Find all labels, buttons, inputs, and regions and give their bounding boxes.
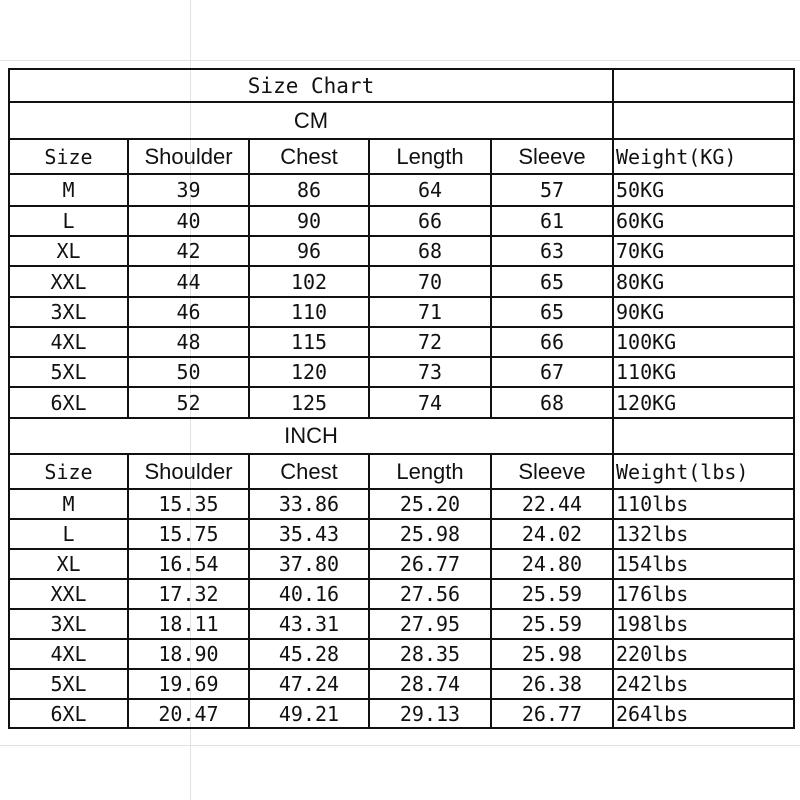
table-cell: 67	[491, 357, 613, 387]
table-cell: 3XL	[9, 297, 128, 327]
table-row	[9, 206, 794, 236]
table-cell: 19.69	[128, 669, 249, 699]
table-cell: 15.35	[128, 489, 249, 519]
table-cell: 16.54	[128, 549, 249, 579]
table-row	[9, 297, 794, 327]
table-cell: 125	[249, 387, 369, 418]
table-cell: XXL	[9, 266, 128, 297]
table-cell: XXL	[9, 579, 128, 609]
table-cell: 96	[249, 236, 369, 266]
table-cell: 242lbs	[613, 669, 794, 699]
gridline	[0, 745, 800, 746]
table-cell: 47.24	[249, 669, 369, 699]
table-cell: M	[9, 174, 128, 206]
table-cell: 49.21	[249, 699, 369, 728]
table-cell: 264lbs	[613, 699, 794, 728]
table-cell: 25.98	[491, 639, 613, 669]
column-header: Weight(lbs)	[613, 454, 794, 489]
table-cell: 44	[128, 266, 249, 297]
column-header: Length	[369, 454, 491, 489]
table-cell: 220lbs	[613, 639, 794, 669]
table-cell: 4XL	[9, 639, 128, 669]
table-cell: 25.59	[491, 609, 613, 639]
table-cell: 46	[128, 297, 249, 327]
table-cell: 39	[128, 174, 249, 206]
table-cell: 176lbs	[613, 579, 794, 609]
table-row	[9, 236, 794, 266]
empty-cell	[613, 102, 794, 139]
table-row	[9, 579, 794, 609]
table-cell: 68	[491, 387, 613, 418]
table-cell: 50	[128, 357, 249, 387]
table-cell: 132lbs	[613, 519, 794, 549]
table-row	[9, 174, 794, 206]
table-cell: 40	[128, 206, 249, 236]
table-cell: 24.02	[491, 519, 613, 549]
header-row	[9, 139, 794, 174]
table-cell: 27.95	[369, 609, 491, 639]
table-cell: 48	[128, 327, 249, 357]
unit-row	[9, 418, 794, 454]
column-header: Chest	[249, 139, 369, 174]
table-cell: 28.35	[369, 639, 491, 669]
table-cell: 73	[369, 357, 491, 387]
table-cell: 5XL	[9, 357, 128, 387]
header-row	[9, 454, 794, 489]
table-cell: M	[9, 489, 128, 519]
table-cell: 74	[369, 387, 491, 418]
column-header: Shoulder	[128, 139, 249, 174]
table-cell: 20.47	[128, 699, 249, 728]
table-cell: 37.80	[249, 549, 369, 579]
table-cell: 70KG	[613, 236, 794, 266]
title-row	[9, 69, 794, 102]
table-cell: 27.56	[369, 579, 491, 609]
table-cell: 86	[249, 174, 369, 206]
table-cell: L	[9, 519, 128, 549]
table-cell: 4XL	[9, 327, 128, 357]
column-header: Sleeve	[491, 139, 613, 174]
table-cell: 42	[128, 236, 249, 266]
table-cell: 100KG	[613, 327, 794, 357]
table-cell: 28.74	[369, 669, 491, 699]
table-cell: 22.44	[491, 489, 613, 519]
table-cell: 6XL	[9, 699, 128, 728]
column-header: Size	[9, 139, 128, 174]
unit-label: CM	[9, 102, 613, 139]
table-cell: 154lbs	[613, 549, 794, 579]
column-header: Weight(KG)	[613, 139, 794, 174]
table-cell: 50KG	[613, 174, 794, 206]
table-cell: 35.43	[249, 519, 369, 549]
column-header: Length	[369, 139, 491, 174]
table-cell: 15.75	[128, 519, 249, 549]
table-cell: 52	[128, 387, 249, 418]
table-cell: 57	[491, 174, 613, 206]
table-cell: 45.28	[249, 639, 369, 669]
table-cell: 90KG	[613, 297, 794, 327]
table-cell: 64	[369, 174, 491, 206]
column-header: Sleeve	[491, 454, 613, 489]
table-row	[9, 699, 794, 728]
table-cell: 5XL	[9, 669, 128, 699]
table-cell: 110KG	[613, 357, 794, 387]
table-cell: 25.98	[369, 519, 491, 549]
table-cell: 115	[249, 327, 369, 357]
gridline	[0, 60, 800, 61]
table-cell: 17.32	[128, 579, 249, 609]
unit-label: INCH	[9, 418, 613, 454]
table-row	[9, 387, 794, 418]
table-cell: 3XL	[9, 609, 128, 639]
table-cell: 60KG	[613, 206, 794, 236]
size-chart-table	[8, 68, 795, 729]
table-row	[9, 266, 794, 297]
table-cell: XL	[9, 549, 128, 579]
table-cell: 72	[369, 327, 491, 357]
unit-row	[9, 102, 794, 139]
table-cell: 65	[491, 266, 613, 297]
table-cell: 33.86	[249, 489, 369, 519]
table-cell: 90	[249, 206, 369, 236]
table-row	[9, 357, 794, 387]
table-cell: 102	[249, 266, 369, 297]
table-cell: XL	[9, 236, 128, 266]
table-cell: 120	[249, 357, 369, 387]
table-cell: 6XL	[9, 387, 128, 418]
table-row	[9, 327, 794, 357]
table-cell: 18.90	[128, 639, 249, 669]
table-cell: 110	[249, 297, 369, 327]
column-header: Size	[9, 454, 128, 489]
table-cell: 29.13	[369, 699, 491, 728]
table-cell: 26.77	[491, 699, 613, 728]
table-cell: 80KG	[613, 266, 794, 297]
table-cell: 18.11	[128, 609, 249, 639]
table-row	[9, 519, 794, 549]
table-cell: 26.38	[491, 669, 613, 699]
table-row	[9, 669, 794, 699]
table-cell: 120KG	[613, 387, 794, 418]
table-row	[9, 609, 794, 639]
column-header: Shoulder	[128, 454, 249, 489]
empty-cell	[613, 69, 794, 102]
table-row	[9, 549, 794, 579]
column-header: Chest	[249, 454, 369, 489]
table-cell: 70	[369, 266, 491, 297]
table-row	[9, 639, 794, 669]
table-cell: 71	[369, 297, 491, 327]
table-cell: 26.77	[369, 549, 491, 579]
table-cell: 68	[369, 236, 491, 266]
table-cell: 198lbs	[613, 609, 794, 639]
table-title: Size Chart	[9, 69, 613, 102]
table-cell: 66	[491, 327, 613, 357]
table-cell: 110lbs	[613, 489, 794, 519]
empty-cell	[613, 418, 794, 454]
table-cell: 66	[369, 206, 491, 236]
table-row	[9, 489, 794, 519]
table-cell: 24.80	[491, 549, 613, 579]
table-cell: 43.31	[249, 609, 369, 639]
table-cell: 25.20	[369, 489, 491, 519]
table-cell: 61	[491, 206, 613, 236]
table-cell: L	[9, 206, 128, 236]
table-cell: 40.16	[249, 579, 369, 609]
table-cell: 25.59	[491, 579, 613, 609]
table-cell: 65	[491, 297, 613, 327]
table-cell: 63	[491, 236, 613, 266]
